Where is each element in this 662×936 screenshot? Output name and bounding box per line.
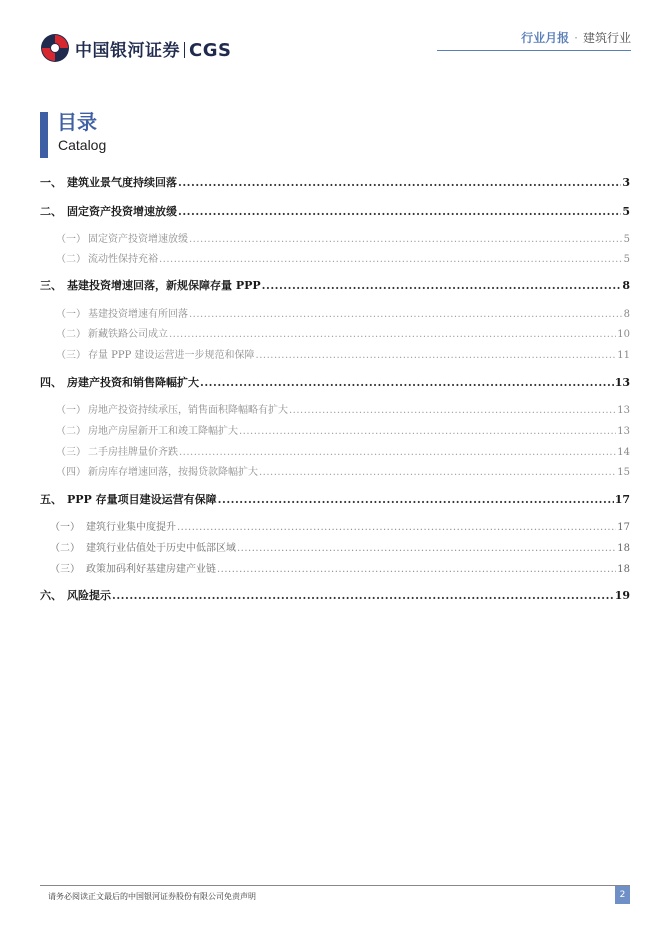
toc-entry-label: 政策加码利好基建房建产业链 [86, 564, 216, 575]
toc-entry-page: 19 [614, 589, 630, 602]
toc-entry-label: 新藏铁路公司成立 [88, 329, 168, 340]
industry-name: 建筑行业 [582, 31, 631, 45]
toc-entry-label: 存量 PPP 建设运营进一步规范和保障 [88, 350, 255, 361]
dot-leader [237, 543, 616, 554]
toc-entry-3-1[interactable] [40, 305, 630, 320]
toc-entry-label: 固定资产投资增速放缓 [67, 205, 177, 218]
toc-entry-number: （二） [50, 543, 80, 554]
header-divider [437, 50, 631, 51]
toc-entry-label: 建筑行业估值处于历史中低部区域 [86, 543, 236, 554]
dot-leader [259, 467, 616, 478]
toc-entry-number: （一） [56, 309, 86, 320]
company-name-cn: 中国银河证券 [75, 40, 180, 61]
toc-entry-6[interactable] [40, 587, 630, 603]
toc-entry-number: （一） [56, 405, 86, 416]
toc-entry-3-2[interactable] [40, 325, 630, 340]
toc-entry-number: 三、 [40, 279, 62, 292]
toc-entry-number: （一） [56, 234, 86, 245]
toc-entry-number: 二、 [40, 205, 62, 218]
toc-entry-4-4[interactable] [40, 463, 630, 478]
toc-entry-5[interactable] [40, 491, 630, 507]
toc-entry-label: 基建投资增速有所回落 [88, 309, 188, 320]
toc-entry-3[interactable] [40, 277, 630, 293]
company-name-latin: CGS [189, 39, 232, 61]
dot-leader [289, 405, 616, 416]
toc-entry-page: 3 [622, 176, 630, 189]
toc-entry-number: （三） [56, 350, 86, 361]
toc-entry-number: （二） [56, 254, 86, 265]
dot-leader [262, 279, 622, 292]
toc-entry-number: 四、 [40, 376, 62, 389]
dot-leader [179, 447, 616, 458]
dot-leader [178, 176, 621, 189]
toc-entry-page: 18 [617, 564, 630, 575]
company-logo-icon [40, 33, 70, 63]
toc-entry-number: （四） [56, 467, 86, 478]
toc-entry-page: 15 [617, 467, 630, 478]
toc-entry-number: （三） [50, 564, 80, 575]
toc-entry-label: 房地产投资持续承压，销售面积降幅略有扩大 [88, 405, 288, 416]
toc-entry-page: 13 [614, 376, 630, 389]
title-accent-bar [40, 112, 48, 158]
company-name [75, 36, 231, 61]
header-separator: · [574, 31, 578, 45]
toc-entry-page: 13 [617, 426, 630, 437]
toc-entry-2[interactable] [40, 203, 630, 219]
toc-entry-page: 8 [622, 279, 630, 292]
toc-subtitle: Catalog [58, 137, 107, 153]
toc-entry-page: 8 [623, 309, 630, 320]
toc-entry-label: 建筑行业集中度提升 [86, 522, 176, 533]
toc-entry-number: 五、 [40, 493, 62, 506]
toc-entry-page: 13 [617, 405, 630, 416]
toc-entry-number: （一） [50, 522, 80, 533]
dot-leader [239, 426, 616, 437]
dot-leader [178, 205, 621, 218]
dot-leader [200, 376, 614, 389]
toc-entry-label: 固定资产投资增速放缓 [88, 234, 188, 245]
toc-entry-label: 二手房挂牌量价齐跌 [88, 447, 178, 458]
dot-leader [256, 350, 617, 361]
toc-entry-page: 5 [623, 254, 630, 265]
toc-entry-page: 5 [623, 234, 630, 245]
toc-entry-label: 流动性保持充裕 [88, 254, 158, 265]
dot-leader [218, 493, 614, 506]
toc-entry-4-2[interactable] [40, 422, 630, 437]
toc-entry-number: 六、 [40, 589, 62, 602]
toc-entry-page: 18 [617, 543, 630, 554]
toc-entry-label: 基建投资增速回落，新规保障存量 PPP [67, 279, 261, 292]
dot-leader [177, 522, 616, 533]
toc-entry-4-3[interactable] [40, 443, 630, 458]
toc-entry-number: （二） [56, 329, 86, 340]
report-type: 行业月报 [521, 31, 570, 45]
dot-leader [189, 309, 623, 320]
dot-leader [169, 329, 616, 340]
toc-entry-5-2[interactable] [40, 539, 630, 554]
dot-leader [189, 234, 623, 245]
toc-entry-5-3[interactable] [40, 560, 630, 575]
page-number-badge: 2 [615, 886, 630, 904]
company-logo [40, 33, 240, 63]
toc-entry-4[interactable] [40, 374, 630, 390]
toc-entry-page: 10 [617, 329, 630, 340]
toc-entry-page: 17 [617, 522, 630, 533]
toc-entry-page: 14 [617, 447, 630, 458]
toc-entry-2-1[interactable] [40, 230, 630, 245]
toc-entry-3-3[interactable] [40, 346, 630, 361]
toc-entry-1[interactable] [40, 174, 630, 190]
toc-entry-page: 11 [617, 350, 630, 361]
toc-entry-label: 新房库存增速回落，按揭贷款降幅扩大 [88, 467, 258, 478]
toc-entry-2-2[interactable] [40, 250, 630, 265]
dot-leader [217, 564, 616, 575]
toc-entry-5-1[interactable] [40, 518, 630, 533]
toc-entry-page: 17 [614, 493, 630, 506]
toc-entry-4-1[interactable] [40, 401, 630, 416]
toc-entry-label: 建筑业景气度持续回落 [67, 176, 177, 189]
footer-divider [40, 885, 630, 886]
dot-leader [112, 589, 614, 602]
toc-entry-label: 房建产投资和销售降幅扩大 [67, 376, 199, 389]
dot-leader [159, 254, 623, 265]
logo-divider [184, 42, 185, 58]
report-category [521, 29, 631, 46]
toc-entry-label: 房地产房屋新开工和竣工降幅扩大 [88, 426, 238, 437]
toc-entry-number: 一、 [40, 176, 62, 189]
footer-disclaimer: 请务必阅读正文最后的中国银河证券股份有限公司免责声明 [48, 892, 256, 901]
toc-entry-number: （三） [56, 447, 86, 458]
toc-title: 目录 [57, 110, 97, 134]
toc-entry-label: PPP 存量项目建设运营有保障 [67, 493, 217, 506]
toc-entry-page: 5 [622, 205, 630, 218]
toc-entry-label: 风险提示 [67, 589, 111, 602]
toc-entry-number: （二） [56, 426, 86, 437]
